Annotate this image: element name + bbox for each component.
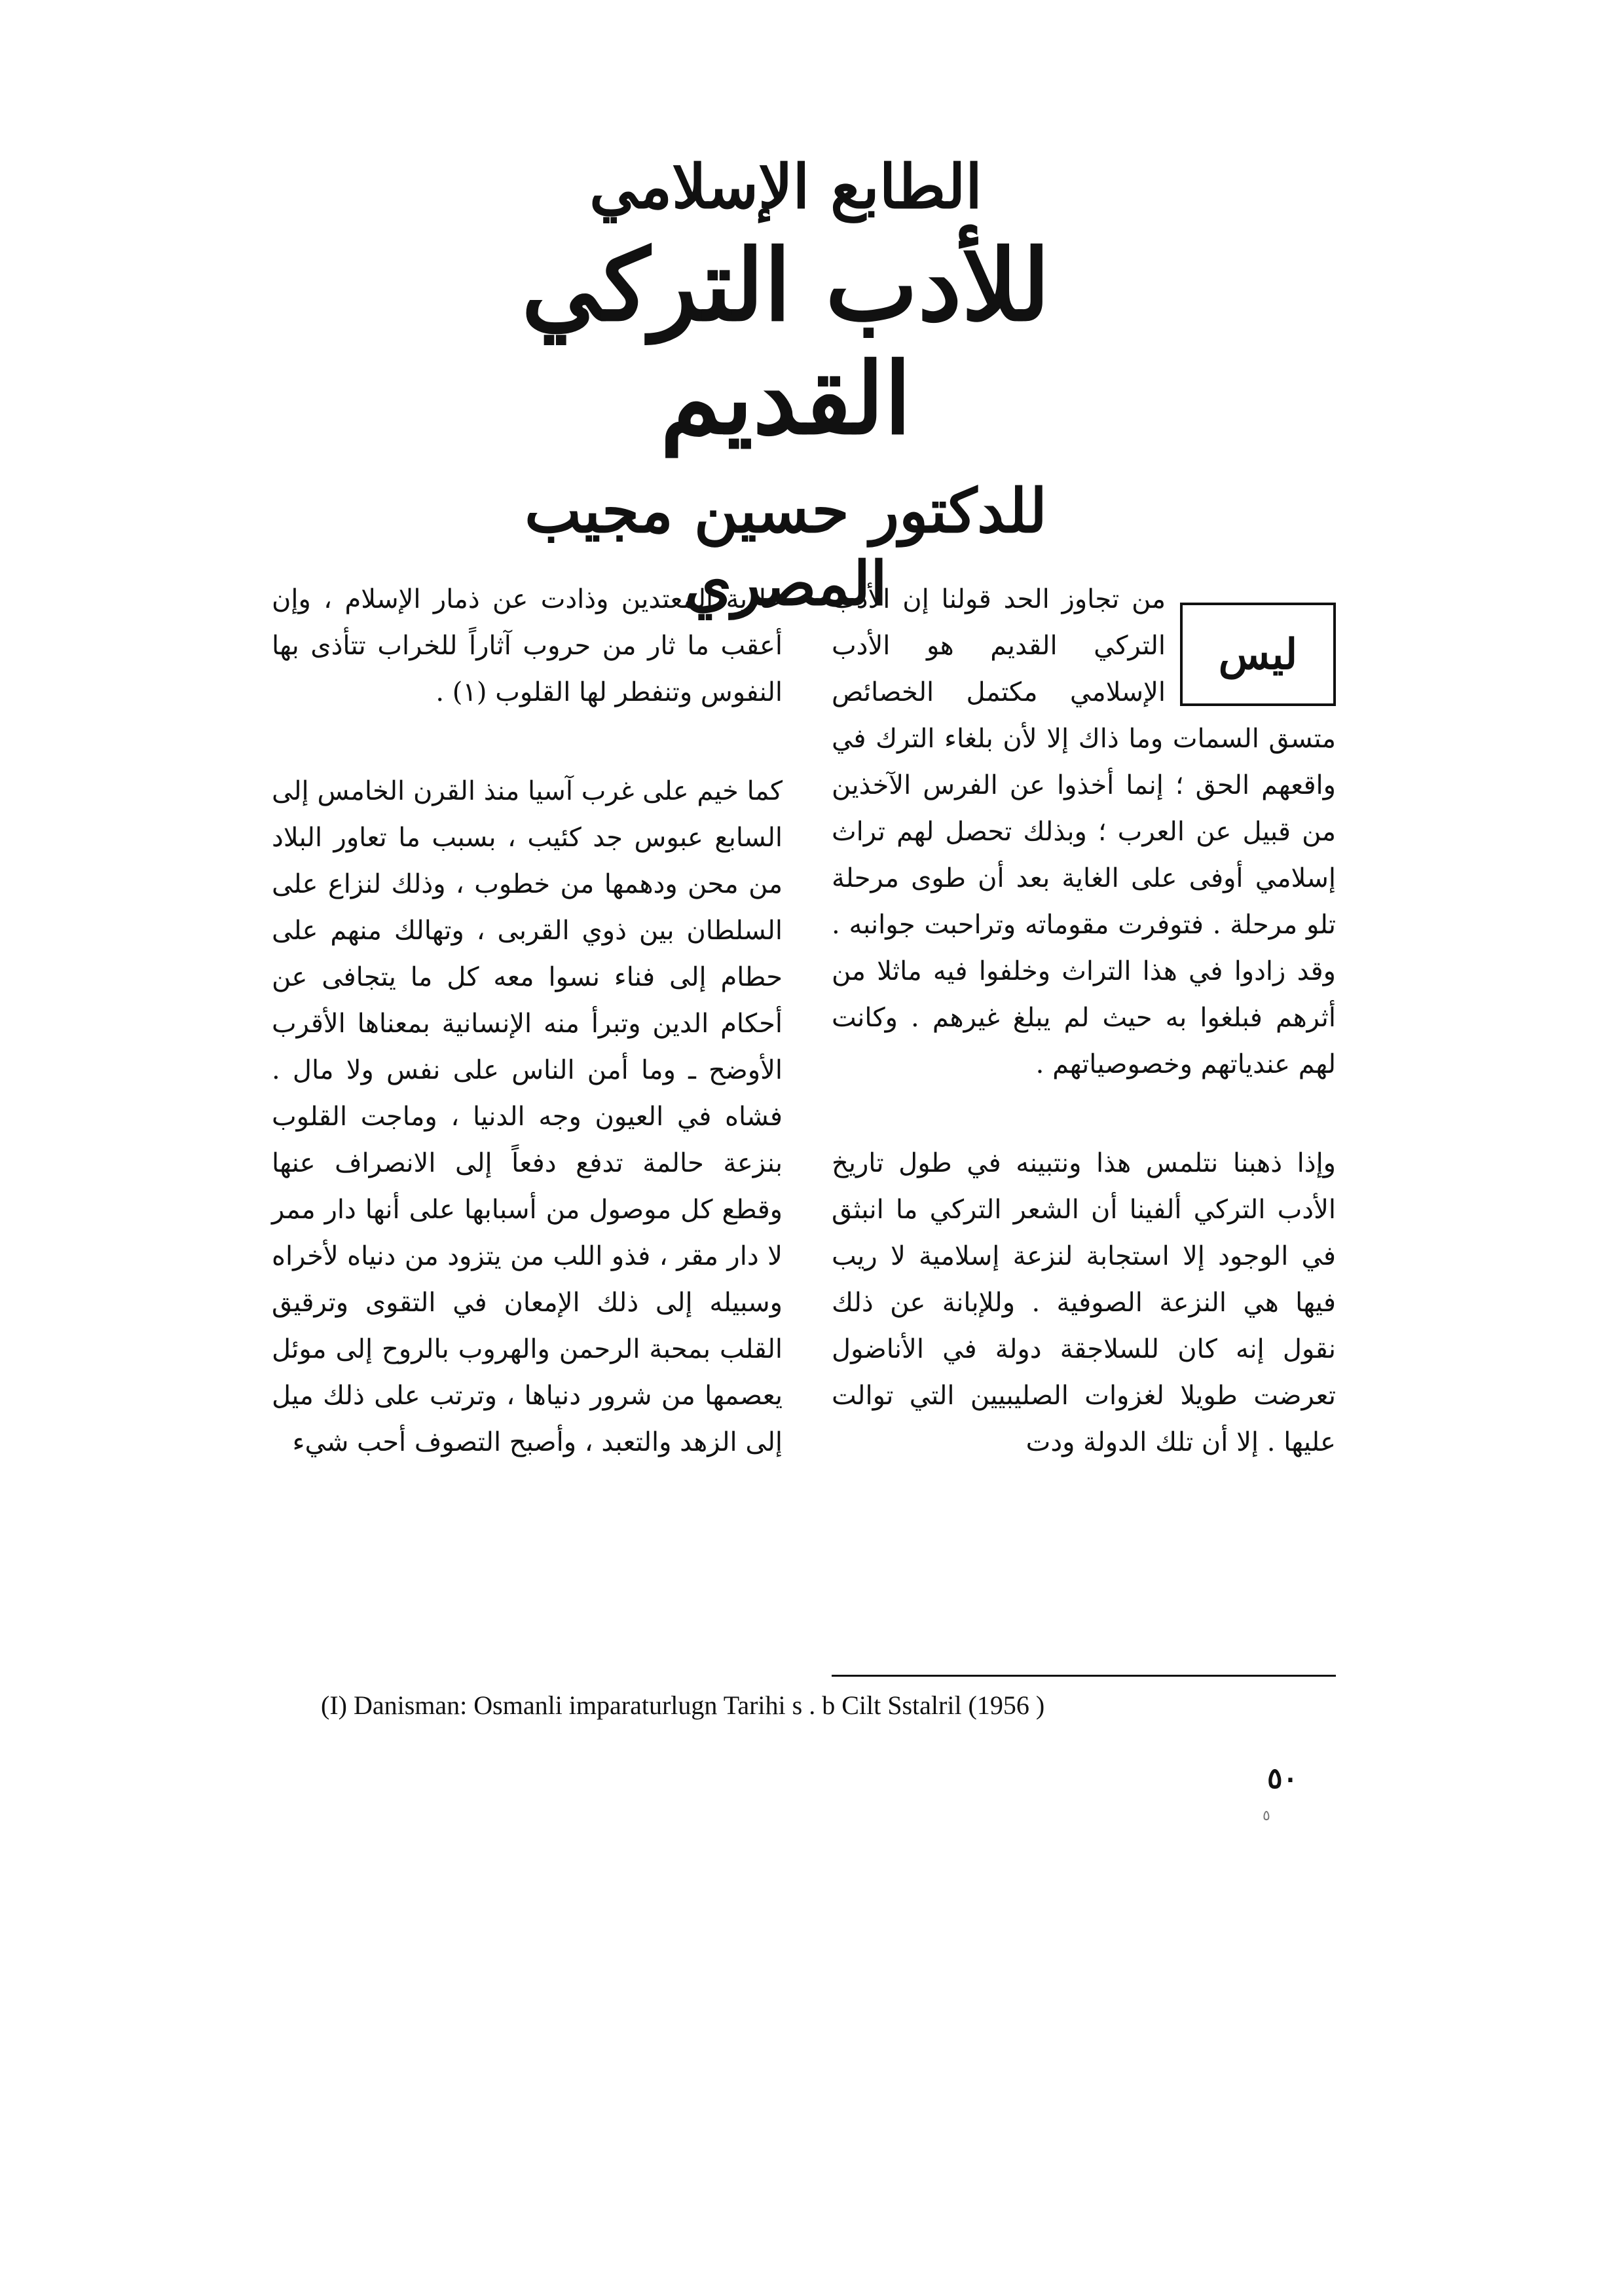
paragraph: من تجاوز الحد قولنا إن الأدب التركي القديم هو الأدب الإسلامي مكتمل الخصائص متسق السمات وما ذاك إلا لأن بلغاء الترك في واقعهم الحق ؛ إنما أخذوا عن الفرس الآخذين من قبيل عن العرب ؛ وبذلك تحصل لهم تراث إسلامي أوفى على الغاية بعد أن طوى مرحلة تلو مرحلة . فتوفرت مقوماته وتراحبت جوانبه . وقد زادوا في هذا التراث وخلفوا فيه ماثلا من أثرهم فبلغوا به حيث لم يبلغ غيرهم . وكانت لهم عندياتهم وخصوصياتهم . (832, 584, 1336, 1079)
footnote-divider (832, 1675, 1336, 1677)
lead-word: ليس (1218, 629, 1298, 679)
paragraph: وإذا ذهبنا نتلمس هذا ونتبينه في طول تاريخ الأدب التركي ألفينا أن الشعر التركي ما انبثق في الوجود إلا استجابة لنزعة إسلامية لا ريب فيها هي النزعة الصوفية . وللإبانة عن ذلك نقول إنه كان للسلاجقة دولة في الأناضول تعرضت طويلا لغزوات الصليبيين التي توالت عليها . إلا أن تلك الدولة ودت (832, 1148, 1337, 1457)
left-column (272, 576, 783, 1466)
title-block (458, 151, 1113, 620)
lead-word-box (1180, 603, 1336, 706)
author-name: للدكتور حسين مجيب المصري (525, 476, 1047, 619)
right-column (832, 576, 1336, 1466)
footnote: (I) Danisman: Osmanli imparaturlugn Tarihi s . b Cilt Sstalril (1956 ) (321, 1690, 1045, 1720)
paragraph: عادية المعتدين وذادت عن ذمار الإسلام ، وإن أعقب ما ثار من حروب آثاراً للخراب تتأذى بها النفوس وتنفطر لها القلوب (١) . (272, 584, 783, 707)
page-mark: ٥ (1263, 1808, 1270, 1824)
paragraph: كما خيم على غرب آسيا منذ القرن الخامس إلى السابع عبوس جد كئيب ، بسبب ما تعاور البلاد من محن ودهمها من خطوب ، وذلك لنزاع على السلطان بين ذوي القربى ، وتهالك منهم على حطام إلى فناء نسوا معه كل ما يتجافى عن أحكام الدين وتبرأ منه الإنسانية بمعناها الأقرب الأوضح ـ وما أمن الناس على نفس ولا مال . فشاه في العيون وجه الدنيا ، وماجت القلوب بنزعة حالمة تدفع دفعاً إلى الانصراف عنها وقطع كل موصول من أسبابها على أنها دار ممر لا دار مقر ، فذو اللب من يتزود من دنياه لأخراه وسبيله إلى ذلك الإمعان في التقوى وترقيق القلب بمحبة الرحمن والهروب بالروح إلى موئل يعصمها من شرور دنياها ، وترتب على ذلك ميل إلى الزهد والتعبد ، وأصبح التصوف أحب شيء (272, 776, 783, 1457)
article-title-line1: الطابع الإسلامي (589, 151, 982, 222)
article-title-line2: للأدب التركي القديم (521, 228, 1050, 457)
page-number: ٥٠ (1267, 1762, 1299, 1795)
